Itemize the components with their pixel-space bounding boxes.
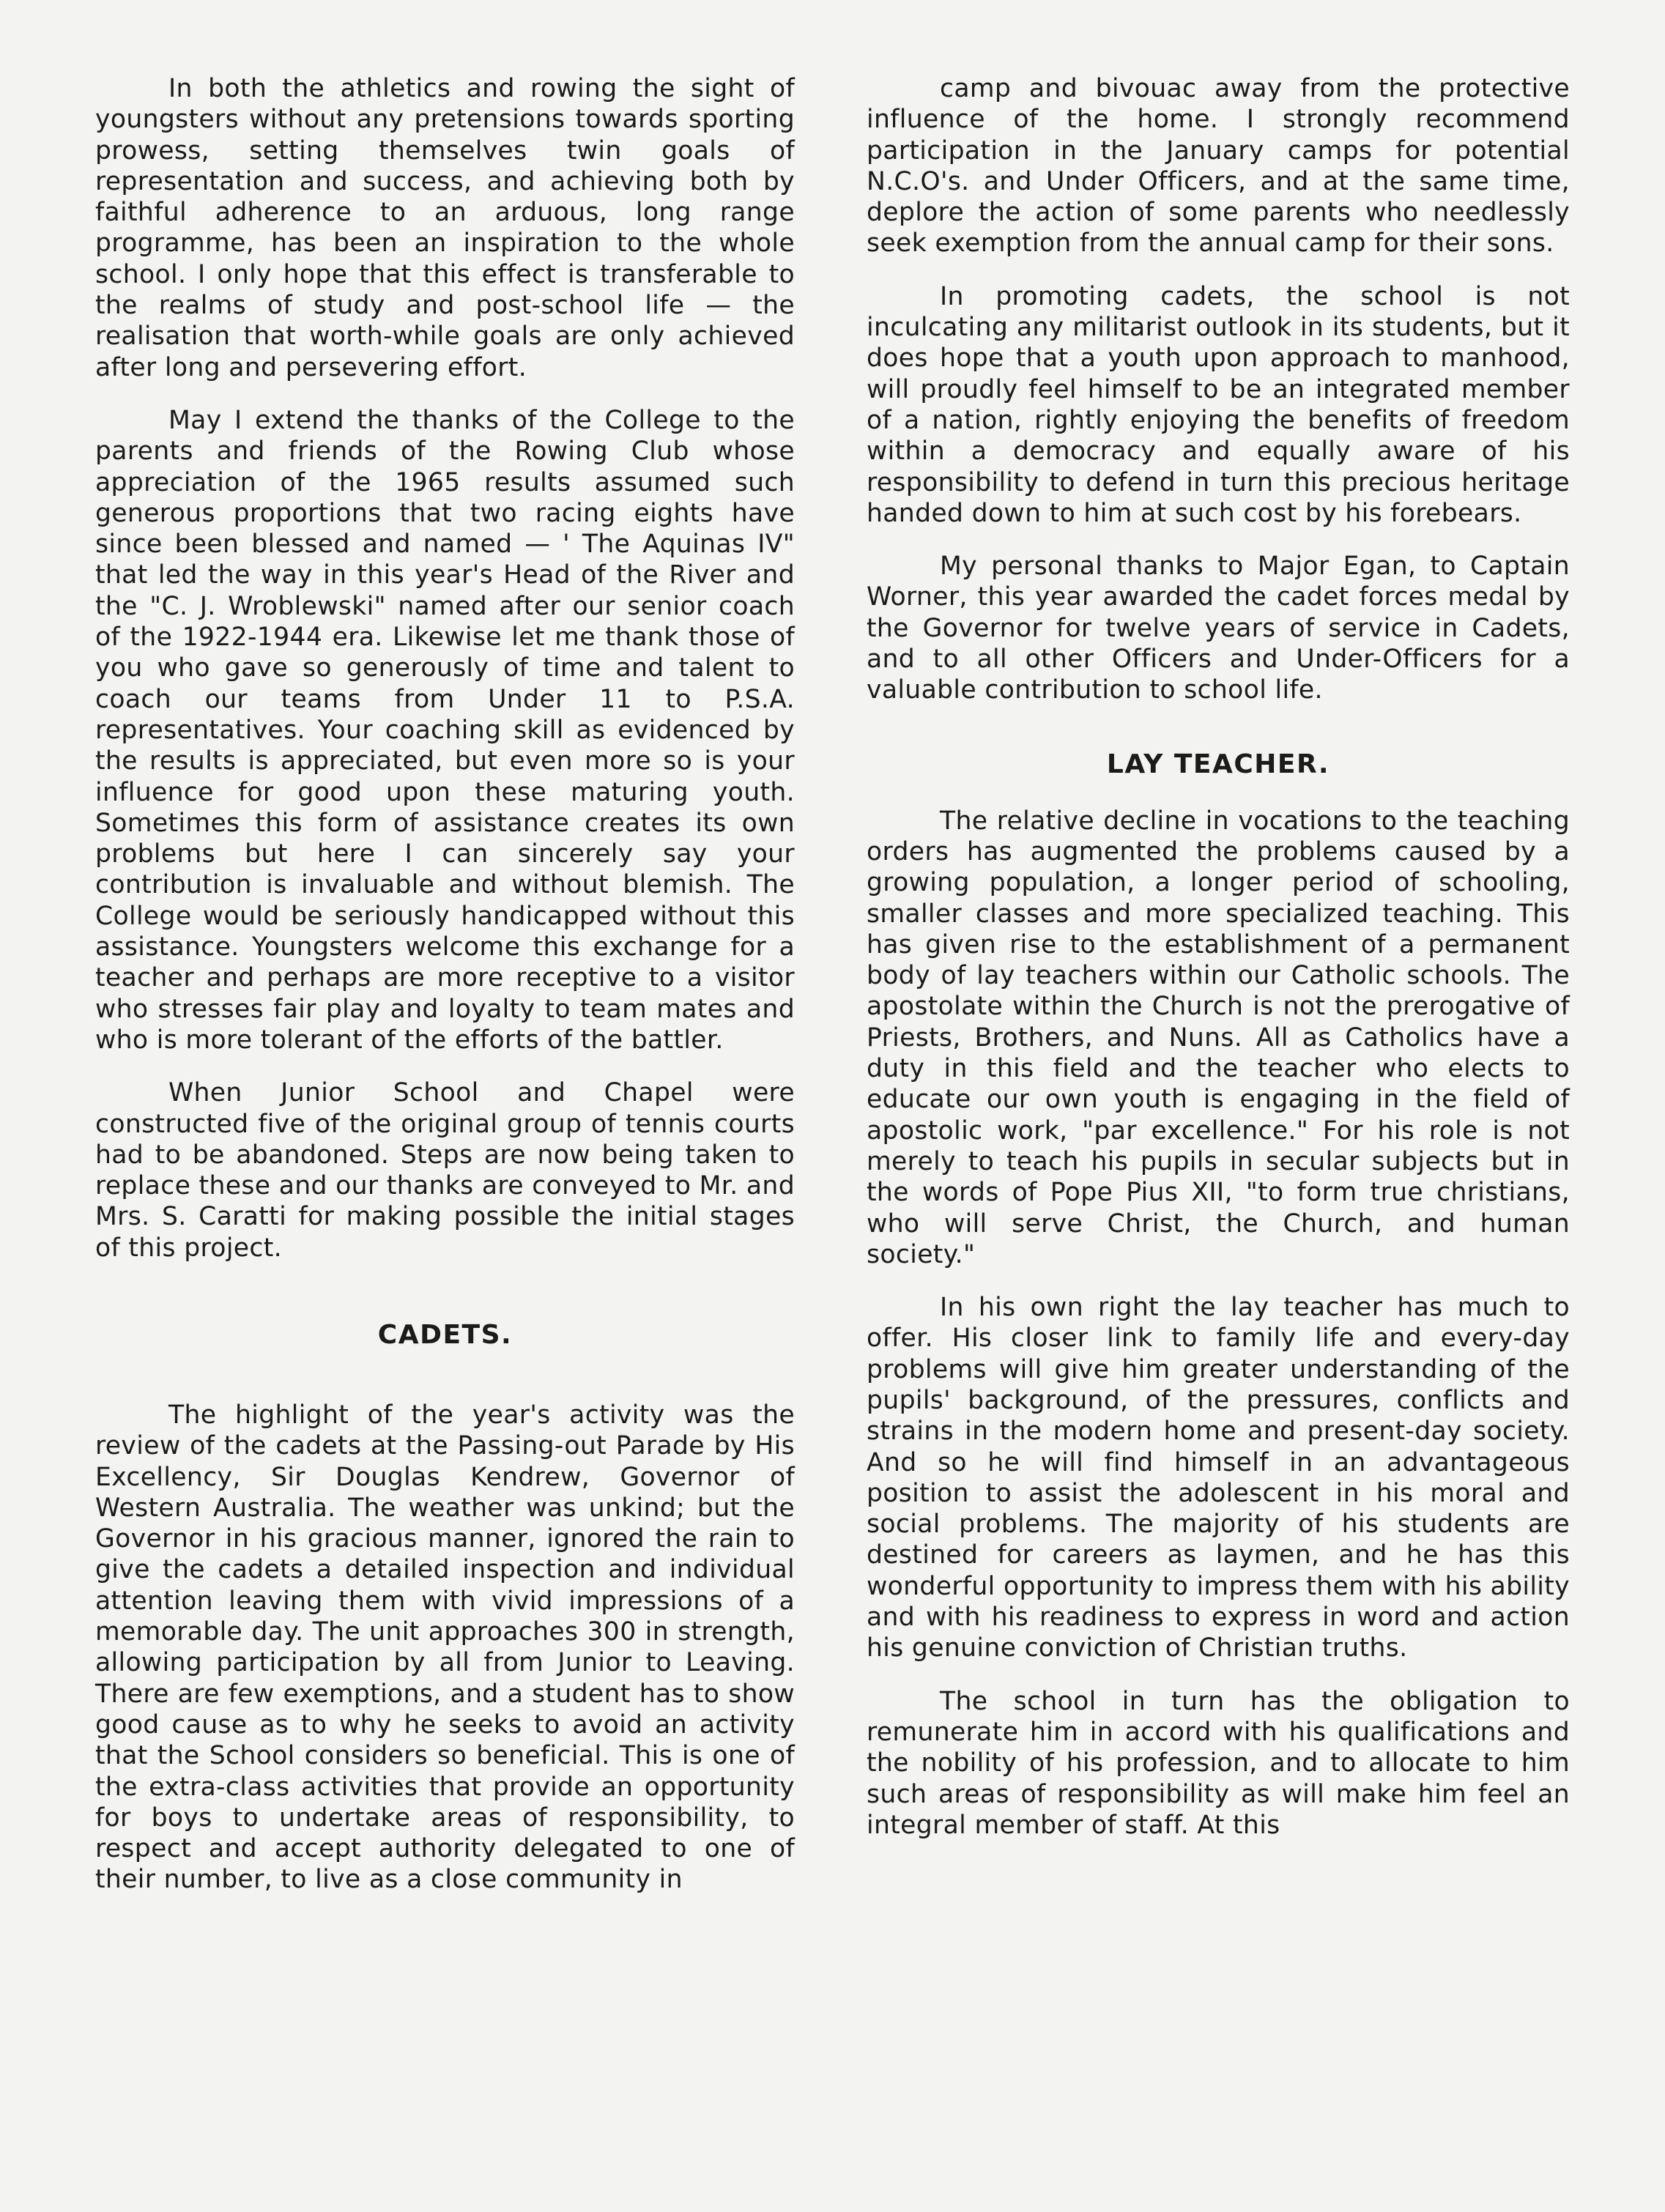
athletics-rowing-paragraph: In both the athletics and rowing the sight of youngsters without any pretensions towards sporting prowess, setting themselves twin goals of representation and success, and achieving both by faithful adherence to an arduous, long range programme, has been an inspiration to the whole school. I only hope that this effect is transferable to the realms of study and post-school life — the realisation that worth-while goals are only achieved after long and persevering effort. [95,74,795,382]
lay-teacher-intro-paragraph: The relative decline in vocations to the teaching orders has augmented the problems caused by a growing population, a longer period of schooling, smaller classes and more specialized teaching. This has given rise to the establishment of a permanent body of lay teachers within our Catholic schools. The apostolate within the Church is not the prerogative of Priests, Brothers, and Nuns. All as Catholics have a duty in this field and the teacher who elects to educate our own youth is engaging in the field of apostolic work, "par excellence." For his role is not merely to teach his pupils in secular subjects but in the words of Pope Pius XII, "to form true christians, who will serve Christ, the Church, and human society." [867,806,1570,1269]
tennis-courts-paragraph: When Junior School and Chapel were constructed five of the original group of tennis courts had to be abandoned. Steps are now being taken to replace these and our thanks are conveyed to Mr. and Mrs. S. Caratti for making possible the initial stages of this project. [95,1078,795,1263]
promoting-cadets-paragraph: In promoting cadets, the school is not inculcating any militarist outlook in its students, but it does hope that a youth upon approach to manhood, will proudly feel himself to be an integrated member of a nation, rightly enjoying the benefits of freedom within a democracy and equally aware of his responsibility to defend in turn this precious heritage handed down to him at such cost by his forebears. [867,281,1570,528]
cadets-heading: CADETS. [377,1319,513,1350]
lay-teacher-heading: LAY TEACHER. [1106,749,1330,779]
cadets-paragraph: The highlight of the year's activity was the review of the cadets at the Passing-out Parade by His Excellency, Sir Douglas Kendrew, Governor of Western Australia. The weather was unkind; but the Governor in his gracious manner, ignored the rain to give the cadets a detailed inspection and individual attention leaving them with vivid impressions of a memorable day. The unit approaches 300 in strength, allowing participation by all from Junior to Leaving. There are few exemptions, and a student has to show good cause as to why he seeks to avoid an activity that the School considers so beneficial. This is one of the extra-class activities that provide an opportunity for boys to undertake areas of responsibility, to respect and accept authority delegated to one of their number, to live as a close community in [95,1400,795,1895]
rowing-club-thanks-paragraph: May I extend the thanks of the College to the parents and friends of the Rowing Club whose appreciation of the 1965 results assumed such generous proportions that two racing eights have since been blessed and named — ' The Aquinas IV" that led the way in this year's Head of the River and the "C. J. Wroblewski" named after our senior coach of the 1922-1944 era. Likewise let me thank those of you who gave so generously of time and talent to coach our teams from Under 11 to P.S.A. representatives. Your coaching skill as evidenced by the results is appreciated, but even more so is your influence for good upon these maturing youth. Sometimes this form of assistance creates its own problems but here I can sincerely say your contribution is invaluable and without blemish. The College would be seriously handicapped without this assistance. Youngsters welcome this exchange for a teacher and perhaps are more receptive to a visitor who stresses fair play and loyalty to team mates and who is more tolerant of the efforts of the battler. [95,405,795,1055]
left-column [95,73,795,1918]
right-column [867,73,1570,1863]
personal-thanks-paragraph: My personal thanks to Major Egan, to Captain Worner, this year awarded the cadet forces medal by the Governor for twelve years of service in Cadets, and to all other Officers and Under-Officers for a valuable contribution to school life. [867,552,1570,705]
school-obligation-paragraph: The school in turn has the obligation to remunerate him in accord with his qualifications and the nobility of his profession, and to allocate to him such areas of responsibility as will make him feel an integral member of staff. At this [867,1686,1570,1840]
camp-paragraph: camp and bivouac away from the protective influence of the home. I strongly recommend participation in the January camps for potential N.C.O's. and Under Officers, and at the same time, deplore the action of some parents who needlessly seek exemption from the annual camp for their sons. [867,74,1570,259]
lay-teacher-own-right-paragraph: In his own right the lay teacher has much to offer. His closer link to family life and every-day problems will give him greater understanding of the pupils' background, of the pressures, conflicts and strains in the modern home and present-day society. And so he will find himself in an advantageous position to assist the adolescent in his moral and social problems. The majority of his students are destined for careers as laymen, and he has this wonderful opportunity to impress them with his ability and with his readiness to express in word and action his genuine conviction of Christian truths. [867,1293,1570,1663]
